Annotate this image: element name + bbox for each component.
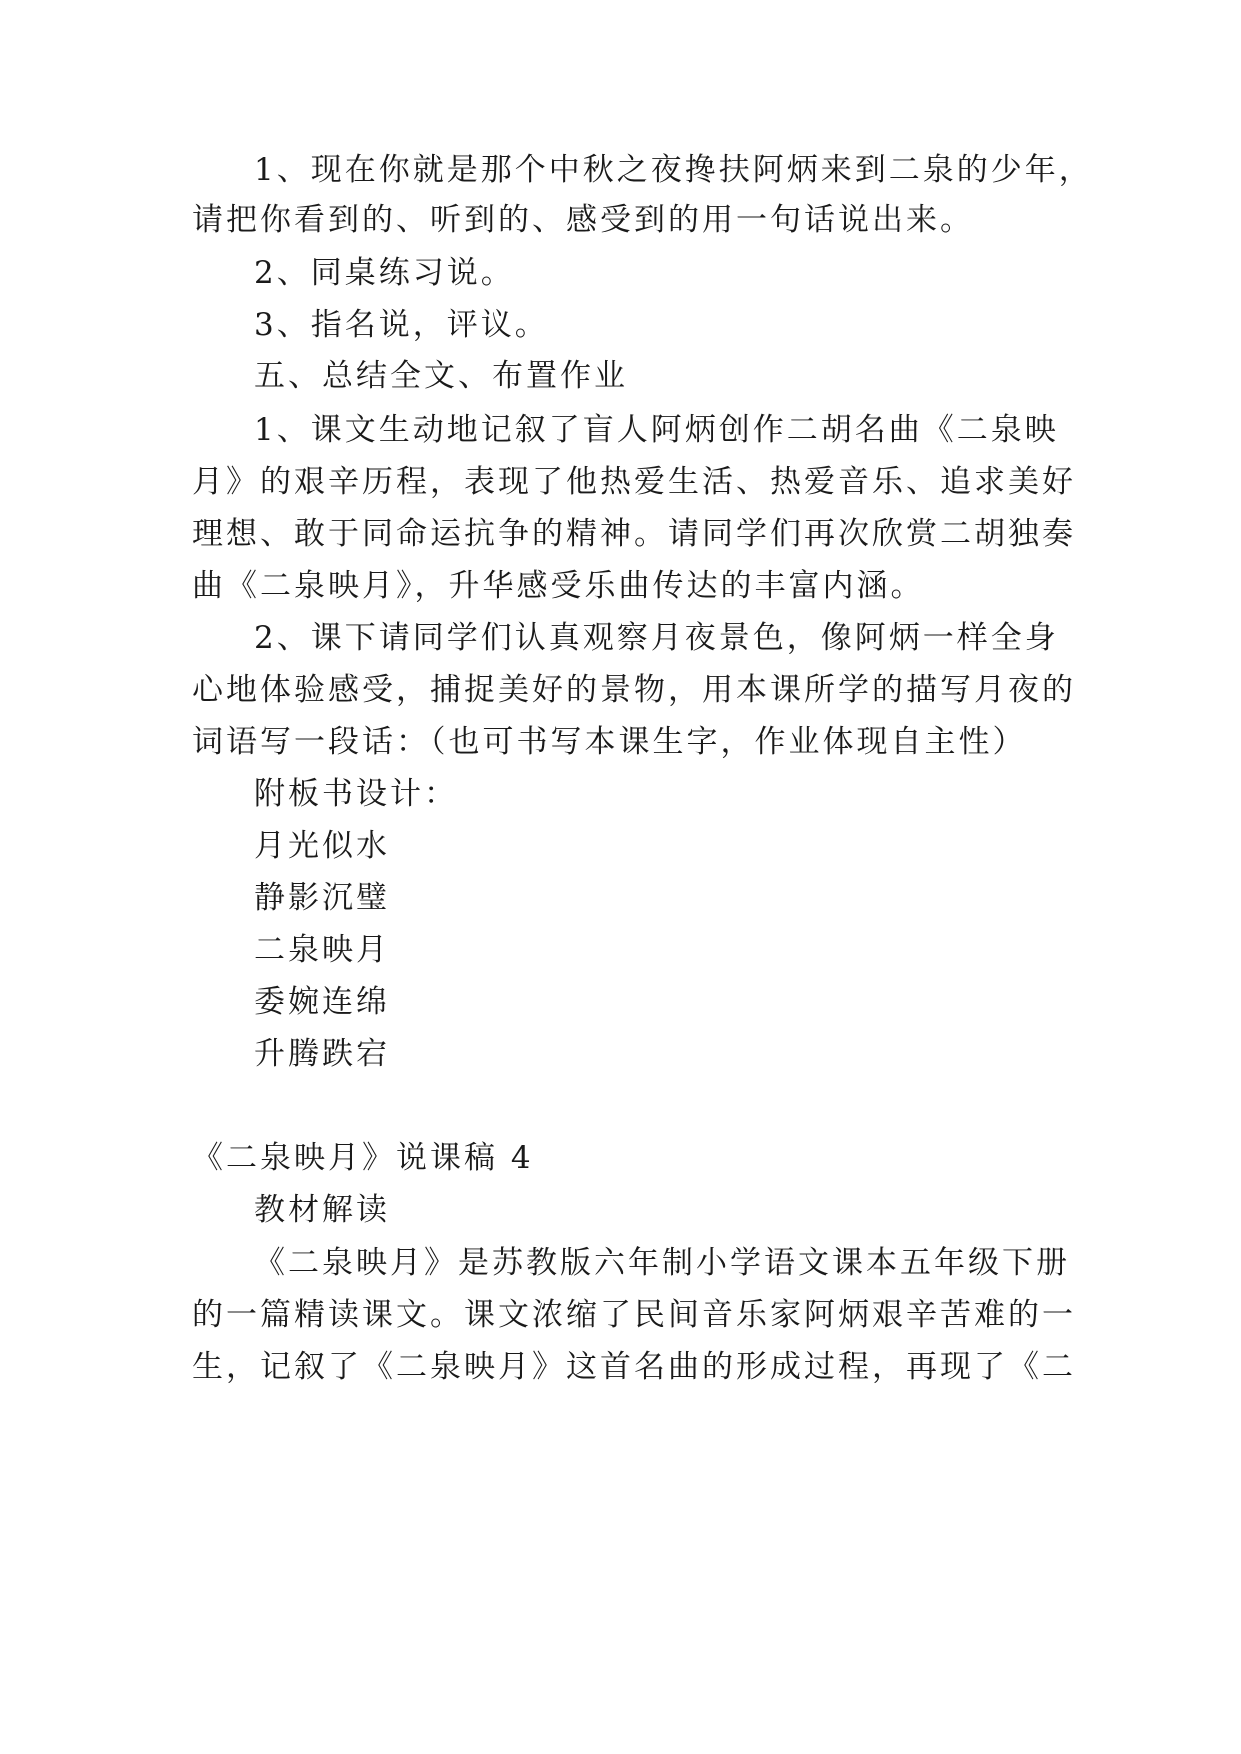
paragraph-line: 1、课文生动地记叙了盲人阿炳创作二胡名曲《二泉映 (254, 412, 1059, 448)
paragraph-line: 的一篇精读课文。课文浓缩了民间音乐家阿炳艰辛苦难的一 (192, 1297, 1076, 1333)
paragraph-line: 曲《二泉映月》，升华感受乐曲传达的丰富内涵。 (192, 568, 925, 604)
board-design-item: 委婉连绵 (254, 984, 390, 1020)
paragraph-line: 词语写一段话：（也可书写本课生字，作业体现自主性） (192, 724, 1027, 760)
paragraph-line: 心地体验感受，捕捉美好的景物，用本课所学的描写月夜的 (192, 672, 1076, 708)
paragraph-line: 2、课下请同学们认真观察月夜景色，像阿炳一样全身 (254, 620, 1059, 656)
section-heading: 五、总结全文、布置作业 (254, 358, 628, 394)
paragraph-line: 1、现在你就是那个中秋之夜搀扶阿炳来到二泉的少年， (254, 152, 1093, 188)
paragraph-line: 3、指名说，评议。 (254, 307, 549, 343)
subsection-heading: 教材解读 (254, 1192, 390, 1228)
section-title: 《二泉映月》说课稿 4 (192, 1140, 534, 1176)
board-design-item: 月光似水 (254, 828, 390, 864)
paragraph-line: 月》的艰辛历程，表现了他热爱生活、热爱音乐、追求美好 (192, 464, 1076, 500)
board-design-label: 附板书设计： (254, 776, 458, 812)
paragraph-line: 理想、敢于同命运抗争的精神。请同学们再次欣赏二胡独奏 (192, 516, 1076, 552)
board-design-item: 静影沉璧 (254, 880, 390, 916)
paragraph-line: 《二泉映月》是苏教版六年制小学语文课本五年级下册 (254, 1245, 1070, 1281)
paragraph-line: 生，记叙了《二泉映月》这首名曲的形成过程，再现了《二 (192, 1349, 1076, 1385)
board-design-item: 二泉映月 (254, 932, 390, 968)
paragraph-line: 请把你看到的、听到的、感受到的用一句话说出来。 (192, 202, 974, 238)
paragraph-line: 2、同桌练习说。 (254, 255, 515, 291)
board-design-item: 升腾跌宕 (254, 1036, 390, 1072)
